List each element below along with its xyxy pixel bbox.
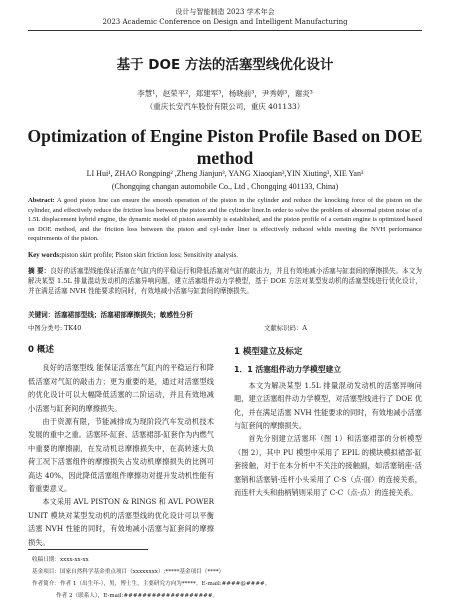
cn-title: 基于 DOE 方法的活塞型线优化设计	[116, 57, 334, 73]
conference-header-en: 2023 Academic Conference on Design and Intelligent Manufacturing	[102, 18, 348, 26]
cn-abstract-text: 良好的活塞型线能保证活塞在气缸内的平稳运行和降低活塞对气缸的敲击力，并且有效地减小活塞与缸套间的摩擦损失。本文为解决某型 1.5L 排量混动发动机的活塞异响问题，建立活塞组件动力学模型，基于 DOE 方法对某型发动机的活塞型线进行优化设计，并在满足活塞 NVH 性能要求的同时，有效地减小活塞与缸套间的摩擦损失。	[28, 267, 423, 295]
cn-keywords-text: 活塞裙部型线；活塞裙部摩擦损失；敏感性分析	[54, 311, 193, 319]
section-0-heading: 0 概述	[28, 345, 54, 355]
section-0-paragraph-2: 由于资源有限，节能减排成为现阶段汽车发动机技术发展的重中之重。活塞环-缸套、活塞裙部-缸套作为内燃气中重要的摩擦副，在发动机总摩擦损失中，在高转速大负荷工况下活塞组件的摩擦损失占发动机摩擦损失的比例可高达 40%，因此降低活塞组件摩擦功对提升发动机性能有着重要意义。	[28, 417, 214, 494]
header-rule	[28, 30, 422, 31]
en-authors: LI Hui¹, ZHAO Rongping² ,Zheng Jianjun³, YANG Xiaoqian³,YIN Xiuting³, XIE Yan³	[86, 169, 364, 178]
section-0-paragraph-1: 良好的活塞型线 能保证活塞在气缸内的平稳运行和降低活塞对气缸的敲击力；更为重要的是，通过对活塞型线的优化设计可以大幅降低活塞的二阶运动，并且有效地减小活塞与缸套间的摩擦损失。	[28, 363, 214, 413]
en-title: Optimization of Engine Piston Profile Based on DOE method	[27, 126, 423, 168]
classification-line	[28, 323, 422, 332]
clc-number: 中图分类号: TK40	[28, 324, 82, 332]
right-column	[234, 342, 422, 499]
en-keywords-text: piston skirt profile; Piston skirt friction loss; Sensitivity analysis.	[61, 252, 238, 259]
section-1-paragraph-2: 首先分别建立活塞环（图 1）和活塞裙部的分析模型（图 2），其中 PU 模型中采用了 EPIL 的模块模拟裙部-缸套接触，对于在本分析中不关注的接触副，如活塞销座-活塞销和活塞销-连杆小头采用了 C-S（点-面）的连接关系，而连杆大头和曲柄销则采用了 C-C（点-点）的连接关系。	[234, 434, 422, 498]
en-abstract-label: Abstract:	[28, 197, 55, 204]
en-keywords	[28, 252, 422, 259]
en-abstract	[28, 196, 422, 244]
en-abstract-text: A good piston line can ensure the smooth operation of the piston in the cylinder and reduce the knocking force of the piston on the cylinder, and effectively reduce the friction loss between the piston and the cylinder liner.In order to solve the problem of abnormal piston noise of a 1.5L displacement hybrid engine, the dynamic model of piston assembly is established, and the piston profile of a certain engine is optimized based on DOE method, and the friction loss between the piston and cyl-inder liner is effectively reduced while meeting the NVH performance requirements of the piston.	[28, 197, 422, 242]
section-0-paragraph-3: 本文采用 AVL PISTON & RINGS 和 AVL POWER UNIT 模块对某型发动机的活塞型线的优化设计可以平衡活塞 NVH 性能的同时，有效地减小活塞与缸套间的摩擦损失。	[28, 497, 214, 547]
conference-header-cn: 设计与智能制造 2023 学术年会	[175, 8, 275, 16]
cn-affiliation: （重庆长安汽车股份有限公司，重庆 401133）	[145, 102, 305, 111]
footnote-received: 收稿日期：xxxx-xx-xx	[32, 557, 89, 563]
cn-keywords-label: 关键词：	[28, 311, 55, 319]
section-1-paragraph-1: 本文为解决某型 1.5L 排量混动发动机的活塞异响问题，建立活塞组件动力学模型，对活塞型线进行了 DOE 优化，并在满足活塞 NVH 性能要求的同时，有效地减小活塞与缸套间的摩擦损失。	[234, 380, 422, 431]
cn-abstract	[28, 266, 422, 296]
footnote-author-1: 作者简介：作者 1（出生年-），男，博士生，主要研究方向为*****。E-mail:####@####。	[32, 581, 271, 587]
cn-authors: 李慧¹，赵荣平²，郑建军³，杨晓前³，尹秀婷³，谢炎³	[137, 89, 313, 98]
en-keywords-label: Key words:	[28, 252, 62, 259]
document-code: 文献标识码：A	[264, 324, 307, 332]
en-affiliation: (Chongqing changan automobile Co., Ltd , Chongqing 401133, China)	[111, 182, 339, 191]
section-1-1-heading: 1．1 活塞组件动力学模型建立	[234, 365, 342, 375]
footnote-rule	[28, 549, 148, 550]
section-1-heading: 1 模型建立及标定	[234, 347, 303, 357]
cn-keywords	[28, 309, 422, 319]
footnote-author-2: 作者 2（联系人），E-mail:###################。	[56, 593, 219, 599]
cn-abstract-label: 摘 要：	[28, 267, 51, 275]
footnote-funding: 基金项目：国家自然科学基金重点项目（xxxxxxxx）;*****基金项目（****）	[32, 569, 225, 575]
left-column	[28, 342, 214, 549]
